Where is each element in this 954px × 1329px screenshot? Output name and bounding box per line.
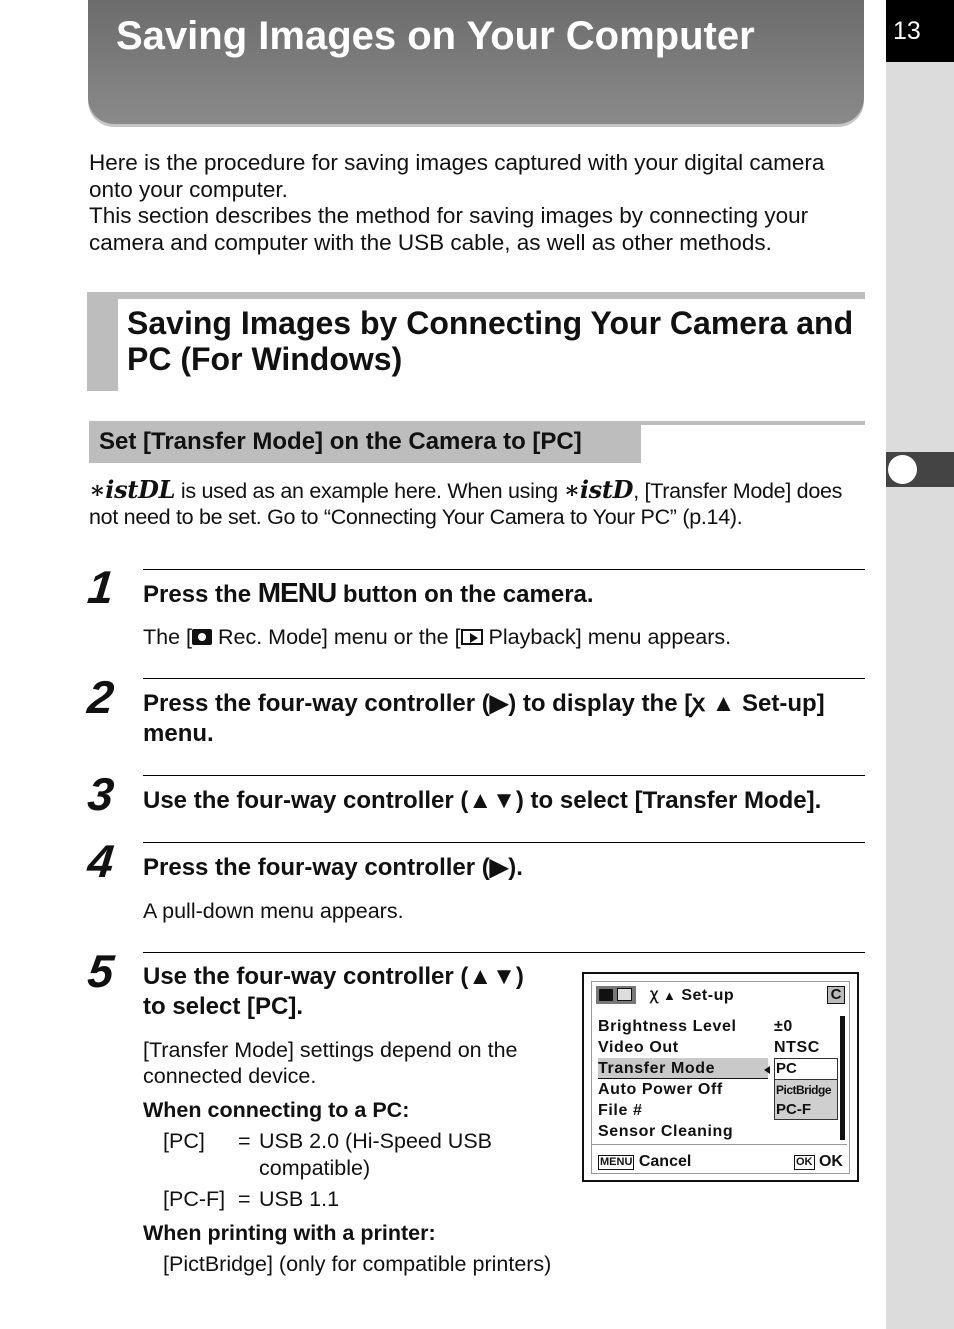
note-text-b: , [Transfer Mode] does not need to be set. Go to “Connecting Your Camera to Your PC” (p.14). bbox=[89, 479, 843, 529]
step-2-title-line-2: menu. bbox=[143, 720, 214, 747]
setup-tab-label: Set-up bbox=[681, 987, 735, 1004]
intro-paragraph-2: This section describes the method for saving images by connecting your camera and computer with the USB cable, as well as other methods. bbox=[89, 203, 809, 255]
camera-screen-illustration bbox=[582, 972, 859, 1182]
ok-label: OK bbox=[818, 1153, 843, 1170]
menu-item-label: Video Out bbox=[598, 1039, 679, 1056]
step-4-body: A pull-down menu appears. bbox=[143, 899, 404, 923]
menu-item-label: File # bbox=[598, 1102, 643, 1119]
step-5-title-line-2: to select [PC]. bbox=[143, 993, 304, 1020]
pc-key: [PC] bbox=[163, 1129, 205, 1153]
scrollbar bbox=[840, 1016, 845, 1140]
section-title: Saving Images by Connecting Your Camera and PC (For Windows) bbox=[127, 305, 854, 377]
step-2-title-line-1: Press the four-way controller (▶) to display the [ꭗ ▲ Set-up] bbox=[143, 690, 825, 717]
camera-logo-dl: ∗istDL bbox=[89, 475, 176, 504]
model-note bbox=[89, 477, 874, 530]
dropdown-option-selected: PC bbox=[775, 1059, 837, 1080]
camera-icon bbox=[192, 629, 212, 645]
dropdown-option: PC-F bbox=[776, 1101, 811, 1118]
menu-item-label: Transfer Mode bbox=[598, 1060, 716, 1077]
transfer-mode-dropdown bbox=[774, 1058, 838, 1120]
section-rule bbox=[118, 292, 865, 299]
menu-item bbox=[598, 1121, 838, 1142]
pcf-key: [PC-F] bbox=[163, 1187, 226, 1211]
intro-text bbox=[89, 150, 869, 256]
menu-item bbox=[598, 1016, 838, 1037]
playback-tab-icon bbox=[617, 988, 632, 1001]
step-divider bbox=[143, 952, 865, 953]
setup-tab bbox=[650, 986, 734, 1005]
section-bar bbox=[87, 292, 118, 391]
pc-equals: = bbox=[238, 1129, 251, 1153]
subsection-title: Set [Transfer Mode] on the Camera to [PC] bbox=[99, 428, 582, 455]
step-2-title bbox=[143, 689, 871, 749]
rec-mode-tab-icon bbox=[599, 989, 613, 1001]
page-number: 13 bbox=[886, 0, 954, 62]
wrench-icon: Ꭓ ▲ bbox=[650, 988, 677, 1003]
pc-value-line-2: compatible) bbox=[259, 1156, 371, 1180]
step-number: 1 bbox=[85, 561, 117, 613]
step-number: 2 bbox=[85, 671, 117, 723]
step-1-title-a: Press the bbox=[143, 581, 258, 608]
step-1-body-a: The [ bbox=[143, 625, 192, 649]
printer-value: [PictBridge] (only for compatible printers) bbox=[163, 1252, 552, 1276]
step-1-title bbox=[143, 578, 871, 610]
step-3-title: Use the four-way controller (▲▼) to select [Transfer Mode]. bbox=[143, 787, 822, 814]
chapter-marker-icon bbox=[888, 455, 917, 484]
camera-logo-d: ∗istD bbox=[563, 475, 634, 504]
step-divider bbox=[143, 775, 865, 776]
camera-menu-tabs bbox=[596, 986, 636, 1004]
step-1-body bbox=[143, 624, 731, 650]
menu-item-label: Auto Power Off bbox=[598, 1081, 723, 1098]
ok-group bbox=[794, 1153, 843, 1171]
pcf-equals: = bbox=[238, 1187, 251, 1211]
step-5-body-line-2: connected device. bbox=[143, 1064, 317, 1088]
menu-item-label: Sensor Cleaning bbox=[598, 1123, 734, 1140]
page-title: Saving Images on Your Computer bbox=[116, 14, 755, 58]
cancel-label: Cancel bbox=[638, 1153, 692, 1170]
step-4-title: Press the four-way controller (▶). bbox=[143, 854, 523, 881]
step-divider bbox=[143, 678, 865, 679]
step-divider bbox=[143, 569, 865, 570]
step-number: 5 bbox=[85, 945, 117, 997]
note-text-a: is used as an example here. When using bbox=[175, 479, 564, 503]
pcf-value: USB 1.1 bbox=[259, 1187, 340, 1211]
pc-value-line-1: USB 2.0 (Hi-Speed USB bbox=[259, 1129, 493, 1153]
subsection-heading bbox=[89, 425, 641, 463]
left-arrow-icon bbox=[764, 1066, 770, 1074]
menu-item-value: ±0 bbox=[774, 1018, 793, 1035]
step-1-body-c: Playback] menu appears. bbox=[482, 625, 732, 649]
dropdown-option: PictBridge bbox=[776, 1083, 832, 1097]
custom-tab-icon: C bbox=[827, 986, 845, 1004]
menu-item-value: NTSC bbox=[774, 1039, 820, 1056]
step-5-title bbox=[143, 962, 573, 1022]
pc-heading: When connecting to a PC: bbox=[143, 1098, 410, 1122]
menu-key-icon: MENU bbox=[600, 1156, 633, 1168]
menu-button-label: MENU bbox=[257, 577, 337, 608]
step-5-body bbox=[143, 1037, 563, 1089]
ok-key-icon: OK bbox=[796, 1156, 813, 1168]
intro-paragraph-1: Here is the procedure for saving images captured with your digital camera onto your computer. bbox=[89, 150, 825, 202]
footer-divider bbox=[592, 1144, 847, 1145]
step-5-body-line-1: [Transfer Mode] settings depend on the bbox=[143, 1038, 518, 1062]
page-side-bar bbox=[886, 0, 954, 1329]
step-1-body-b: Rec. Mode] menu or the [ bbox=[212, 625, 461, 649]
step-number: 4 bbox=[85, 835, 117, 887]
camera-screen-footer bbox=[598, 1153, 848, 1171]
step-divider bbox=[143, 842, 865, 843]
printer-heading: When printing with a printer: bbox=[143, 1221, 436, 1245]
step-1-title-b: button on the camera. bbox=[336, 581, 594, 608]
playback-icon bbox=[461, 629, 483, 645]
menu-item-selected bbox=[598, 1058, 768, 1079]
step-5-title-line-1: Use the four-way controller (▲▼) bbox=[143, 963, 524, 990]
step-number: 3 bbox=[85, 768, 117, 820]
menu-item-label: Brightness Level bbox=[598, 1018, 737, 1035]
menu-item bbox=[598, 1037, 838, 1058]
